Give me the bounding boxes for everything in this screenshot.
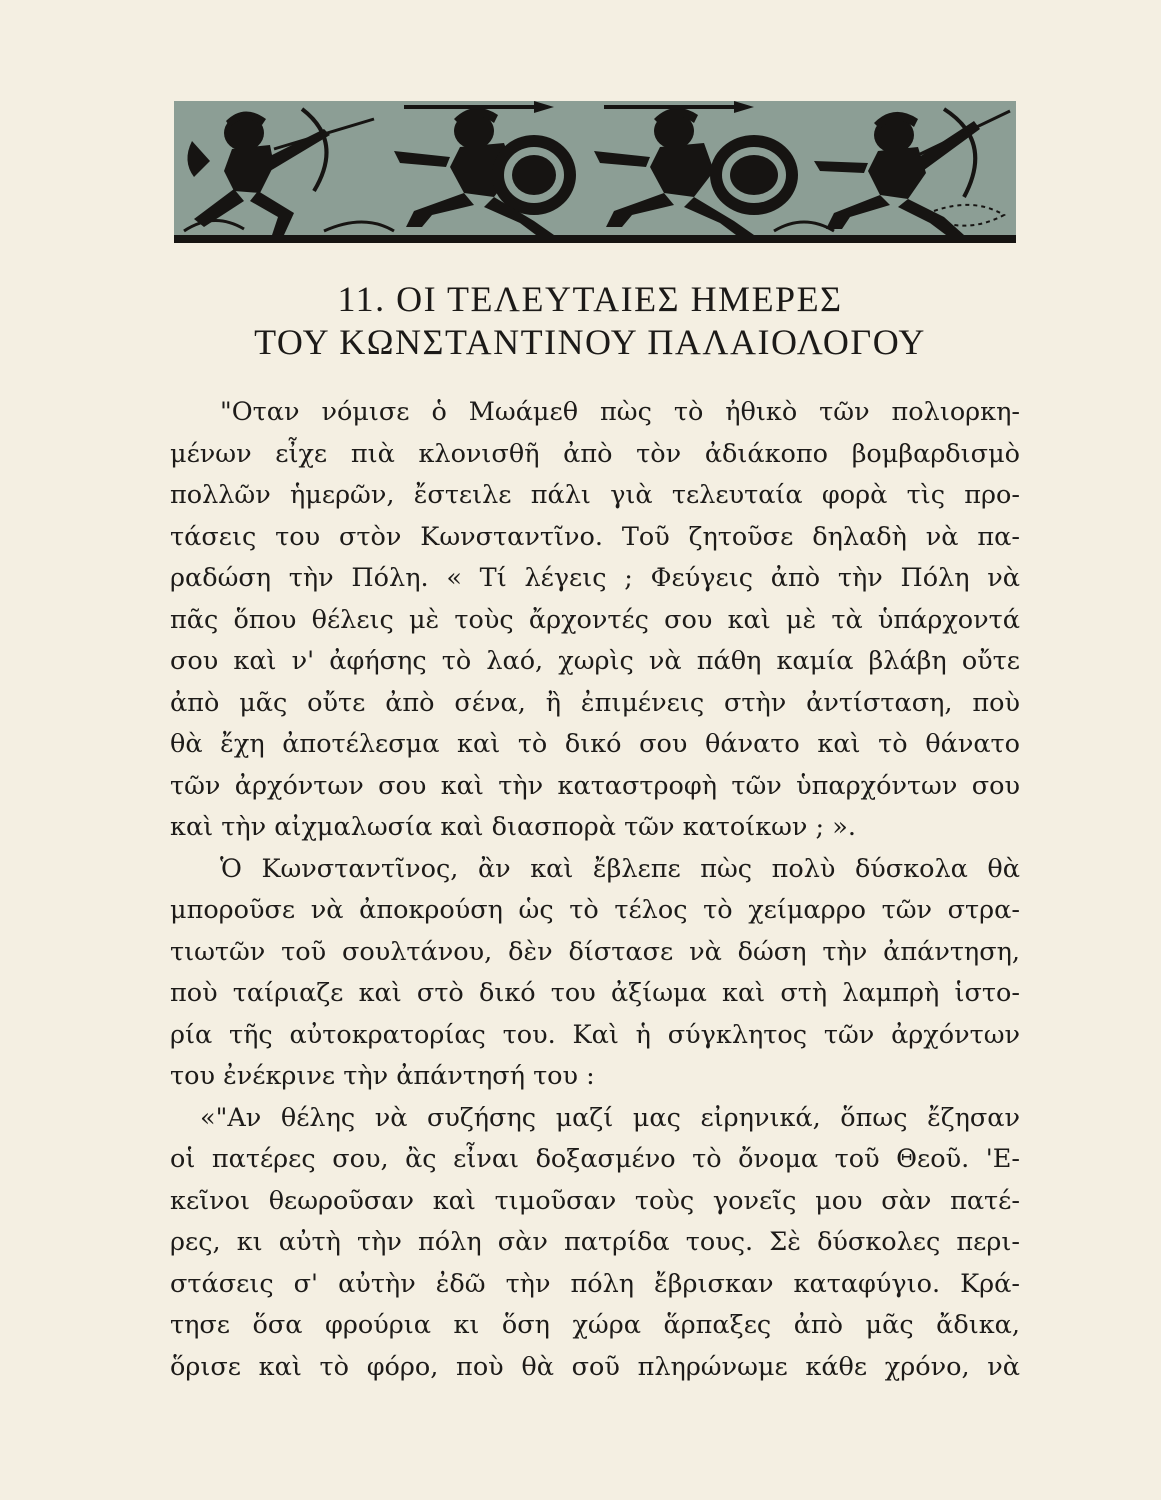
paragraph-3 [170, 1098, 1020, 1389]
text-line: μένων εἶχε πιὰ κλονισθῆ ἀπὸ τὸν ἀδιάκοπο βομβαρδισμὸ [170, 438, 1020, 469]
chapter-title [160, 278, 1020, 364]
warrior-frieze-illustration [174, 101, 1016, 243]
text-line: καὶ τὴν αἰχμαλωσία καὶ διασπορὰ τῶν κατοίκων ; ». [170, 812, 856, 842]
paragraph-2 [170, 849, 1020, 1098]
body-text [170, 392, 1020, 1388]
text-line: Ὁ Κωνσταντῖνος, ἂν καὶ ἔβλεπε πὼς πολὺ δύσκολα θὰ [220, 853, 1020, 884]
frieze-artwork [174, 101, 1016, 243]
paragraph-1 [170, 392, 1020, 849]
text-line: τάσεις του στὸν Κωνσταντῖνο. Τοῦ ζητοῦσε δηλαδὴ νὰ πα- [170, 521, 1020, 552]
text-line: τιωτῶν τοῦ σουλτάνου, δὲν δίστασε νὰ δώση τὴν ἀπάντηση, [170, 936, 1020, 967]
chapter-title-line-2: ΤΟΥ ΚΩΝΣΤΑΝΤΙΝΟΥ ΠΑΛΑΙΟΛΟΓΟΥ [254, 322, 926, 362]
text-line: ρία τῆς αὐτοκρατορίας του. Καὶ ἡ σύγκλητος τῶν ἀρχόντων [170, 1019, 1020, 1050]
text-line: στάσεις σ' αὐτὴν ἐδῶ τὴν πόλη ἔβρισκαν καταφύγιο. Κρά- [170, 1268, 1020, 1299]
text-line: μποροῦσε νὰ ἀποκρούση ὡς τὸ τέλος τὸ χείμαρρο τῶν στρα- [170, 895, 1020, 925]
text-line: θὰ ἔχη ἀποτέλεσμα καὶ τὸ δικό σου θάνατο καὶ τὸ θάνατο [170, 729, 1020, 759]
text-line: ὅρισε καὶ τὸ φόρο, ποὺ θὰ σοῦ πληρώνωμε κάθε χρόνο, νὰ [170, 1351, 1020, 1382]
text-line: ρες, κι αὐτὴ τὴν πόλη σὰν πατρίδα τους. Σὲ δύσκολες περι- [170, 1227, 1020, 1257]
text-line: ἀπὸ μᾶς οὔτε ἀπὸ σένα, ἢ ἐπιμένεις στὴν ἀντίσταση, ποὺ [170, 687, 1020, 718]
text-line: σου καὶ ν' ἀφήσης τὸ λαό, χωρὶς νὰ πάθη καμία βλάβη οὔτε [170, 646, 1020, 676]
text-line: πᾶς ὅπου θέλεις μὲ τοὺς ἄρχοντές σου καὶ μὲ τὰ ὑπάρχοντά [170, 604, 1020, 635]
text-line: ποὺ ταίριαζε καὶ στὸ δικό του ἀξίωμα καὶ στὴ λαμπρὴ ἱστο- [170, 978, 1020, 1008]
chapter-title-line-1: 11. ΟΙ ΤΕΛΕΥΤΑΙΕΣ ΗΜΕΡΕΣ [337, 279, 843, 319]
text-line: "Οταν νόμισε ὁ Μωάμεθ πὼς τὸ ἠθικὸ τῶν πολιορκη- [220, 397, 1020, 427]
text-line: τῶν ἀρχόντων σου καὶ τὴν καταστροφὴ τῶν ὑπαρχόντων σου [170, 770, 1020, 801]
text-line: οἱ πατέρες σου, ἂς εἶναι δοξασμένο τὸ ὄνομα τοῦ Θεοῦ. 'Ε- [170, 1144, 1020, 1174]
text-line: ραδώση τὴν Πόλη. « Τί λέγεις ; Φεύγεις ἀπὸ τὴν Πόλη νὰ [170, 563, 1020, 593]
text-line: τησε ὅσα φρούρια κι ὅση χώρα ἅρπαξες ἀπὸ μᾶς ἄδικα, [170, 1310, 1020, 1340]
text-line: πολλῶν ἡμερῶν, ἔστειλε πάλι γιὰ τελευταία φορὰ τὶς προ- [170, 480, 1020, 510]
text-line: κεῖνοι θεωροῦσαν καὶ τιμοῦσαν τοὺς γονεῖς μου σὰν πατέ- [170, 1185, 1020, 1216]
text-line: του ἐνέκρινε τὴν ἀπάντησή του : [170, 1061, 595, 1091]
text-line: «"Αν θέλης νὰ συζήσης μαζί μας εἰρηνικά, ὅπως ἔζησαν [200, 1102, 1020, 1133]
